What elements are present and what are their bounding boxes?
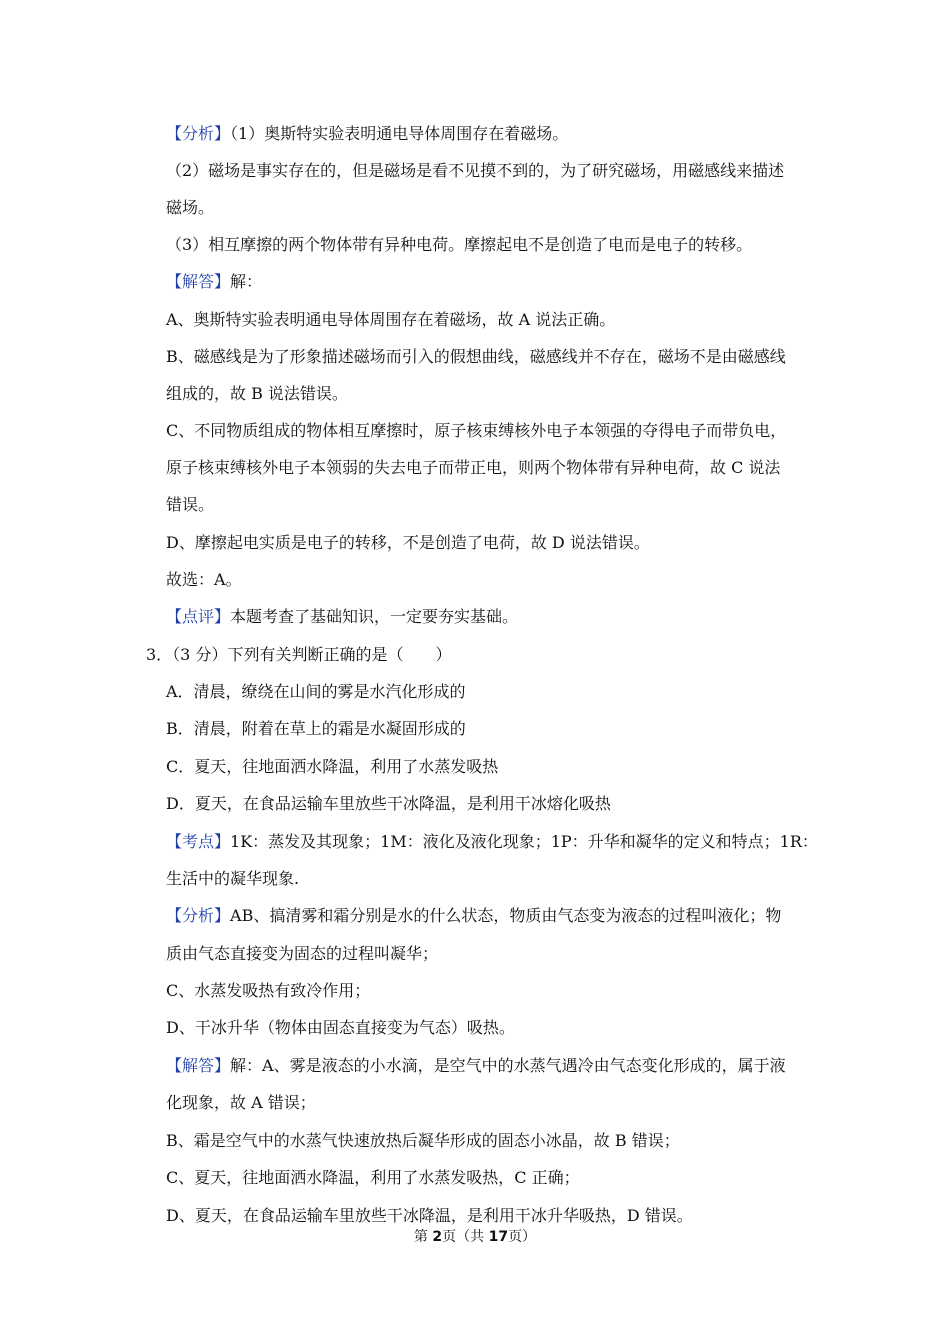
question3-option-a: A．清晨，缭绕在山间的雾是水汽化形成的 [166,682,466,701]
keypoint3-line2: 生活中的凝华现象. [166,869,300,888]
answer1-option-d: D、摩擦起电实质是电子的转移，不是创造了电荷，故 D 说法错误。 [166,533,650,552]
question3-option-d: D．夏天，在食品运输车里放些干冰降温，是利用干冰熔化吸热 [166,794,611,813]
analysis1-line2: （2）磁场是事实存在的，但是磁场是看不见摸不到的，为了研究磁场，用磁感线来描述 [166,161,785,180]
answer3-line4: C、夏天，往地面洒水降温，利用了水蒸发吸热，C 正确； [166,1168,580,1187]
question3-option-b: B．清晨，附着在草上的霜是水凝固形成的 [166,719,466,738]
analysis-tag: 【分析】 [166,906,231,925]
total-pages: 17 [488,1229,509,1245]
analysis3-line4: D、干冰升华（物体由固态直接变为气态）吸热。 [166,1018,515,1037]
answer1-head: 【解答】解： [166,272,263,291]
page-number: 2 [432,1229,443,1245]
comment1: 【点评】本题考查了基础知识，一定要夯实基础。 [166,607,519,626]
analysis1-line4: （3）相互摩擦的两个物体带有异种电荷。摩擦起电不是创造了电而是电子的转移。 [166,235,753,254]
answer-tag: 【解答】 [166,272,231,291]
answer1-choice: 故选：A。 [166,570,242,589]
question3-option-c: C．夏天，往地面洒水降温，利用了水蒸发吸热 [166,757,499,776]
answer3-line1: 【解答】解：A、雾是液态的小水滴，是空气中的水蒸气遇冷由气态变化形成的，属于液 [166,1056,786,1075]
answer1-option-c-line3: 错误。 [166,495,215,514]
answer1-option-a: A、奥斯特实验表明通电导体周围存在着磁场，故 A 说法正确。 [166,310,616,329]
question3-stem: 3．（3 分）下列有关判断正确的是（ ） [146,645,452,664]
comment-tag: 【点评】 [166,607,231,626]
answer-tag: 【解答】 [166,1056,231,1075]
analysis3-line3: C、水蒸发吸热有致冷作用； [166,981,371,1000]
analysis1-line1: 【分析】（1）奥斯特实验表明通电导体周围存在着磁场。 [166,124,569,143]
page-footer: 第 2页（共 17页） [413,1229,537,1245]
analysis3-line1: 【分析】AB、搞清雾和霜分别是水的什么状态，物质由气态变为液态的过程叫液化；物 [166,906,782,925]
answer3-line5: D、夏天，在食品运输车里放些干冰降温，是利用干冰升华吸热，D 错误。 [166,1206,693,1225]
keypoint-tag: 【考点】 [166,832,231,851]
analysis3-line2: 质由气态直接变为固态的过程叫凝华； [166,944,439,963]
answer3-line2: 化现象，故 A 错误； [166,1093,316,1112]
answer1-option-c-line1: C、不同物质组成的物体相互摩擦时，原子核束缚核外电子本领强的夺得电子而带负电， [166,421,787,440]
answer1-option-c-line2: 原子核束缚核外电子本领弱的失去电子而带正电，则两个物体带有异种电荷，故 C 说法 [166,458,781,477]
answer3-line3: B、霜是空气中的水蒸气快速放热后凝华形成的固态小冰晶，故 B 错误； [166,1131,680,1150]
answer1-option-b-line2: 组成的，故 B 说法错误。 [166,384,348,403]
analysis-tag: 【分析】 [166,124,231,143]
analysis1-line3: 磁场。 [166,198,215,217]
answer1-option-b-line1: B、磁感线是为了形象描述磁场而引入的假想曲线，磁感线并不存在，磁场不是由磁感线 [166,347,786,366]
keypoint3-line1: 【考点】1K：蒸发及其现象；1M：液化及液化现象；1P：升华和凝华的定义和特点；1R： [166,832,818,851]
